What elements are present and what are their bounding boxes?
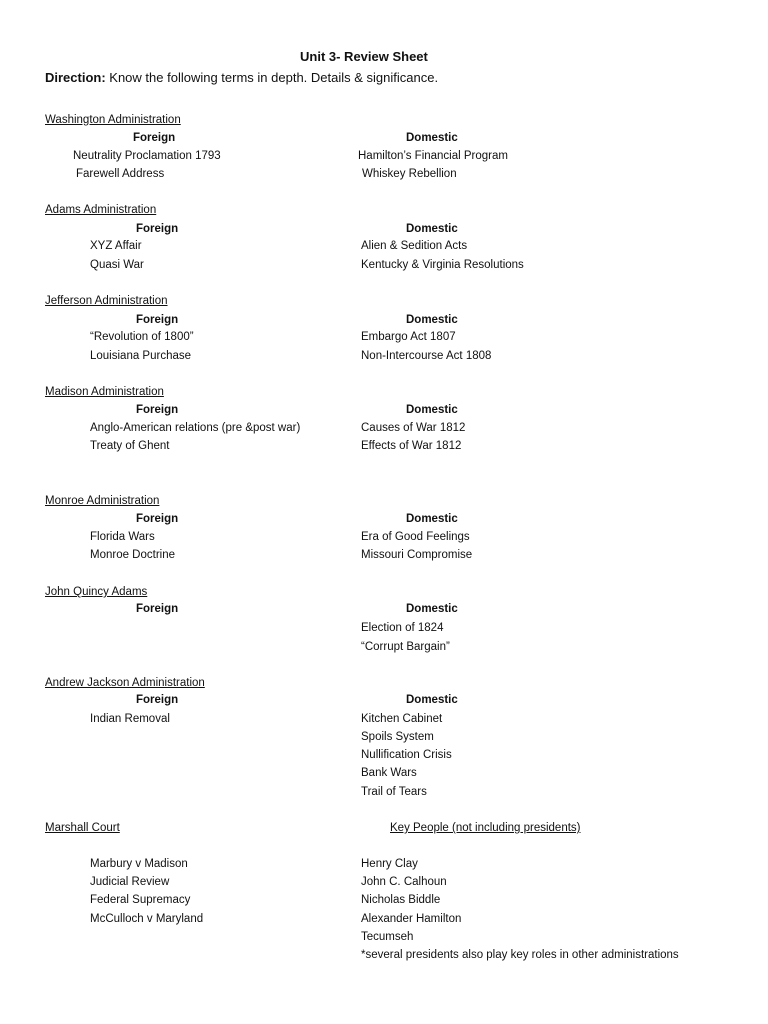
section-heading-jefferson: Jefferson Administration	[45, 295, 168, 307]
footnote: *several presidents also play key roles in other administrations	[361, 949, 679, 961]
person-item: Nicholas Biddle	[361, 894, 441, 906]
person-item: Tecumseh	[361, 931, 414, 943]
foreign-header: Foreign	[133, 132, 176, 144]
section-heading-jqa: John Quincy Adams	[45, 586, 148, 598]
term-item: XYZ Affair	[90, 240, 142, 252]
term-item: Missouri Compromise	[361, 549, 473, 561]
domestic-header: Domestic	[406, 694, 458, 706]
term-item: Marbury v Madison	[90, 858, 188, 870]
term-item: Kentucky & Virginia Resolutions	[361, 259, 524, 271]
section-heading-madison: Madison Administration	[45, 386, 164, 398]
person-item: Henry Clay	[361, 858, 418, 870]
term-item: Hamilton’s Financial Program	[358, 150, 508, 162]
foreign-header: Foreign	[136, 404, 179, 416]
term-item: Non-Intercourse Act 1808	[361, 350, 492, 362]
foreign-header: Foreign	[136, 314, 179, 326]
domestic-header: Domestic	[406, 314, 458, 326]
foreign-header: Foreign	[136, 603, 179, 615]
term-item: Louisiana Purchase	[90, 350, 192, 362]
term-item: Treaty of Ghent	[90, 440, 170, 452]
direction-label: Direction:	[45, 70, 106, 85]
term-item: “Corrupt Bargain”	[361, 641, 450, 653]
term-item: McCulloch v Maryland	[90, 913, 204, 925]
term-item: Alien & Sedition Acts	[361, 240, 468, 252]
term-item: Federal Supremacy	[90, 894, 191, 906]
term-item: Judicial Review	[90, 876, 170, 888]
section-heading-key-people: Key People (not including presidents)	[390, 822, 581, 834]
section-heading-marshall: Marshall Court	[45, 822, 120, 834]
term-item: Spoils System	[361, 731, 434, 743]
term-item: Era of Good Feelings	[361, 531, 470, 543]
term-item: Bank Wars	[361, 767, 417, 779]
term-item: Nullification Crisis	[361, 749, 452, 761]
term-item: Monroe Doctrine	[90, 549, 176, 561]
term-item: Trail of Tears	[361, 786, 427, 798]
term-item: Kitchen Cabinet	[361, 713, 443, 725]
term-item: Neutrality Proclamation 1793	[73, 150, 221, 162]
domestic-header: Domestic	[406, 603, 458, 615]
person-item: Alexander Hamilton	[361, 913, 462, 925]
domestic-header: Domestic	[406, 513, 458, 525]
foreign-header: Foreign	[136, 513, 179, 525]
page-title: Unit 3- Review Sheet	[300, 49, 428, 64]
term-item: Whiskey Rebellion	[362, 168, 457, 180]
direction-text: Know the following terms in depth. Details & significance.	[105, 70, 439, 85]
direction-line	[45, 71, 438, 85]
term-item: Effects of War 1812	[361, 440, 462, 452]
term-item: Florida Wars	[90, 531, 155, 543]
term-item: Quasi War	[90, 259, 144, 271]
term-item: Farewell Address	[76, 168, 165, 180]
domestic-header: Domestic	[406, 404, 458, 416]
section-heading-monroe: Monroe Administration	[45, 495, 160, 507]
section-heading-jackson: Andrew Jackson Administration	[45, 677, 205, 689]
domestic-header: Domestic	[406, 223, 458, 235]
term-item: Causes of War 1812	[361, 422, 466, 434]
section-heading-washington: Washington Administration	[45, 114, 181, 126]
section-heading-adams: Adams Administration	[45, 204, 157, 216]
person-item: John C. Calhoun	[361, 876, 447, 888]
term-item: Embargo Act 1807	[361, 331, 456, 343]
domestic-header: Domestic	[406, 132, 458, 144]
foreign-header: Foreign	[136, 694, 179, 706]
term-item: Election of 1824	[361, 622, 444, 634]
term-item: “Revolution of 1800”	[90, 331, 194, 343]
term-item: Indian Removal	[90, 713, 170, 725]
foreign-header: Foreign	[136, 223, 179, 235]
term-item: Anglo-American relations (pre &post war)	[90, 422, 301, 434]
